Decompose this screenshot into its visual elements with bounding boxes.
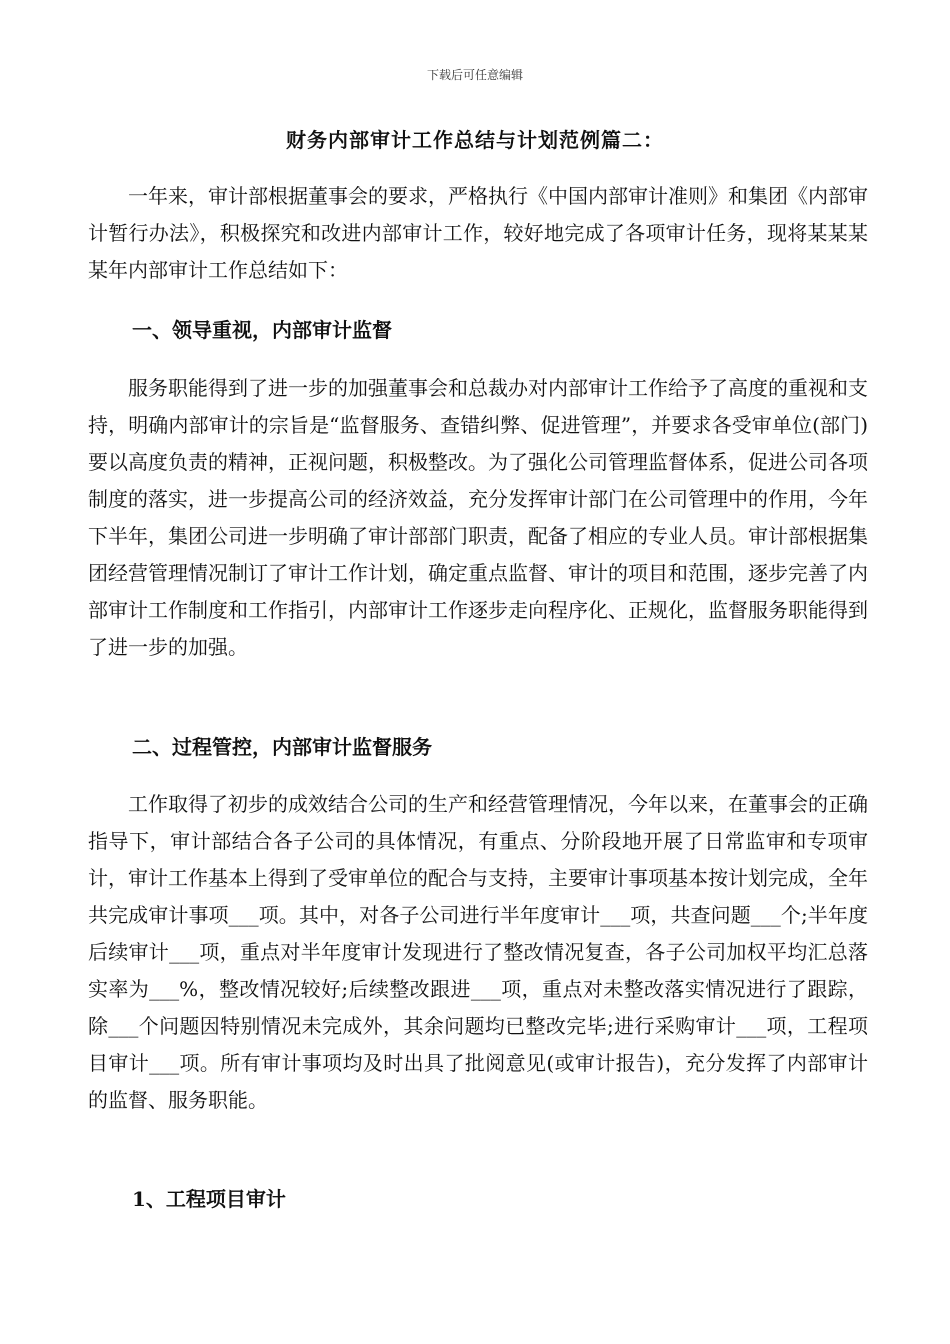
page-title: 财务内部审计工作总结与计划范例篇二： bbox=[286, 128, 664, 152]
section-2-heading: 二、过程管控，内部审计监督服务 bbox=[132, 735, 432, 759]
section-1-body: 服务职能得到了进一步的加强董事会和总裁办对内部审计工作给予了高度的重视和支持，明确内部审计的宗旨是“监督服务、查错纠弊、促进管理”，并要求各受审单位(部门)要以高度负责的精神，正视问题，积极整改。为了强化公司管理监督体系，促进公司各项制度的落实，进一步提高公司的经济效益，充分发挥审计部门在公司管理中的作用，今年下半年，集团公司进一步明确了审计部部门职责，配备了相应的专业人员。审计部根据集团经营管理情况制订了审计工作计划，确定重点监督、审计的项目和范围，逐步完善了内部审计工作制度和工作指引，内部审计工作逐步走向程序化、正规化，监督服务职能得到了进一步的加强。 bbox=[88, 376, 868, 659]
header-note: 下载后可任意编辑 bbox=[426, 68, 523, 82]
section-2-body: 工作取得了初步的成效结合公司的生产和经营管理情况，今年以来，在董事会的正确指导下，审计部结合各子公司的具体情况，有重点、分阶段地开展了日常监审和专项审计，审计工作基本上得到了受审单位的配合与支持，主要审计事项基本按计划完成，全年共完成审计事项___项。其中，对各子公司进行半年度审计___项，共查问题___个;半年度后续审计___项，重点对半年度审计发现进行了整改情况复查，各子公司加权平均汇总落实率为___%，整改情况较好;后续整改跟进___项，重点对未整改落实情况进行了跟踪，除___个问题因特别情况未完成外，其余问题均已整改完毕;进行采购审计___项，工程项目审计___项。所有审计事项均及时出具了批阅意见(或审计报告)，充分发挥了内部审计的监督、服务职能。 bbox=[88, 792, 868, 1112]
section-1-heading: 一、领导重视，内部审计监督 bbox=[132, 318, 392, 342]
subsection-heading: 1、工程项目审计 bbox=[132, 1187, 286, 1211]
intro-paragraph: 一年来，审计部根据董事会的要求，严格执行《中国内部审计准则》和集团《内部审计暂行办法》，积极探究和改进内部审计工作，较好地完成了各项审计任务，现将某某某某年内部审计工作总结如下： bbox=[88, 184, 868, 282]
